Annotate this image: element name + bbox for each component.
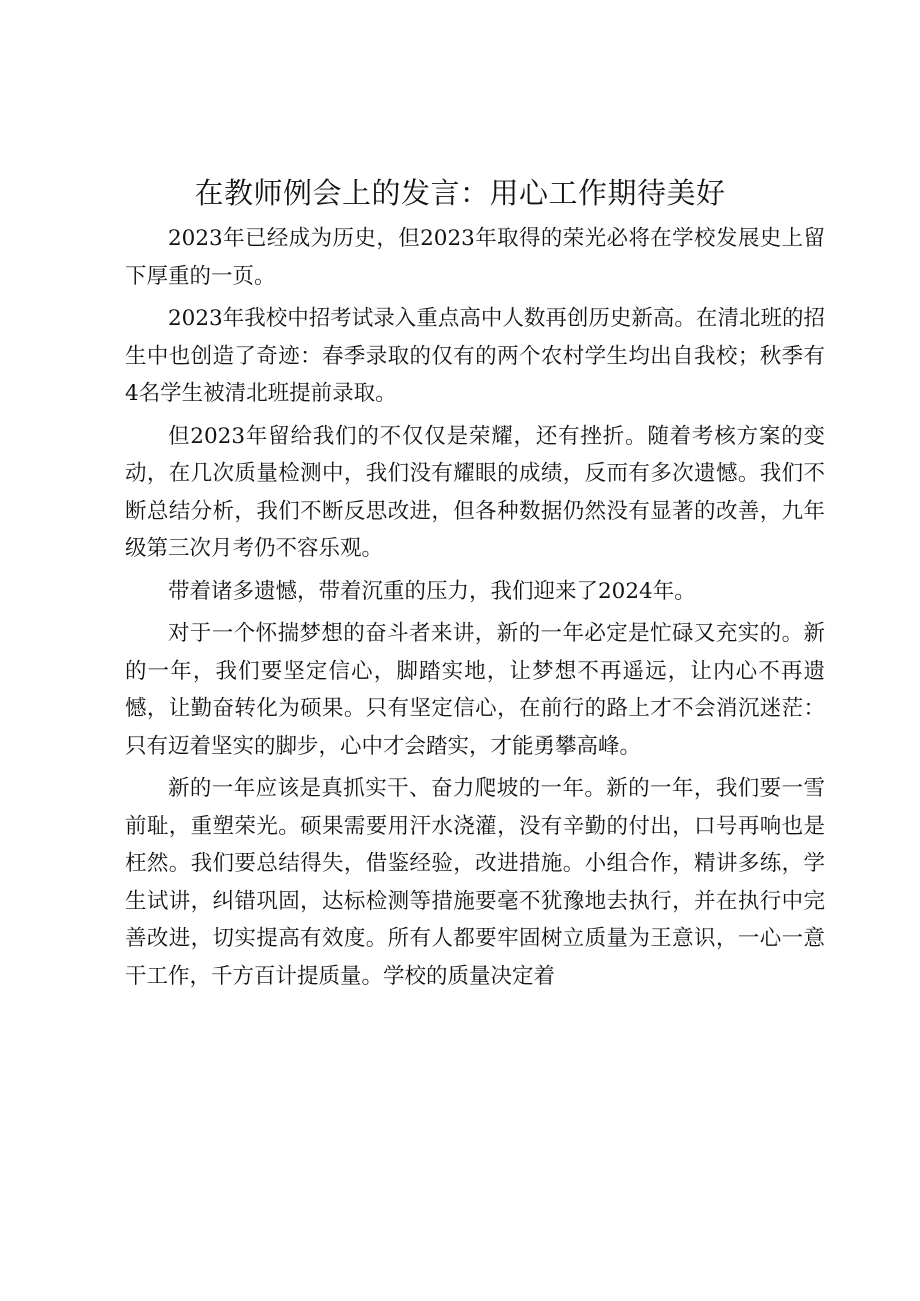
paragraph-history: 2023年已经成为历史，但2023年取得的荣光必将在学校发展史上留下厚重的一页。	[125, 226, 825, 289]
paragraph-setbacks: 但2023年留给我们的不仅仅是荣耀，还有挫折。随着考核方案的变动，在几次质量检测中，我们没有耀眼的成绩，反而有多次遗憾。我们不断总结分析，我们不断反思改进，但各种数据仍然没有显著的改善，九年级第三次月考仍不容乐观。	[125, 423, 825, 561]
paragraph-achievements: 2023年我校中招考试录入重点高中人数再创历史新高。在清北班的招生中也创造了奇迹：春季录取的仅有的两个农村学生均出自我校；秋季有4名学生被清北班提前录取。	[125, 306, 825, 406]
document-title: 在教师例会上的发言：用心工作期待美好	[194, 176, 726, 210]
paragraph-new-year: 带着诸多遗憾，带着沉重的压力，我们迎来了2024年。	[168, 578, 696, 604]
paragraph-hard-work: 新的一年应该是真抓实干、奋力爬坡的一年。新的一年，我们要一雪前耻，重塑荣光。硕果需要用汗水浇灌，没有辛勤的付出，口号再响也是枉然。我们要总结得失，借鉴经验，改进措施。小组合作，精讲多练，学生试讲，纠错巩固，达标检测等措施要毫不犹豫地去执行，并在执行中完善改进，切实提高有效度。所有人都要牢固树立质量为王意识，一心一意干工作，千方百计提质量。学校的质量决定着	[125, 776, 825, 989]
paragraph-confidence: 对于一个怀揣梦想的奋斗者来讲，新的一年必定是忙碌又充实的。新的一年，我们要坚定信心，脚踏实地，让梦想不再遥远，让内心不再遗憾，让勤奋转化为硕果。只有坚定信心，在前行的路上才不会消沉迷茫：只有迈着坚实的脚步，心中才会踏实，才能勇攀高峰。	[125, 621, 825, 759]
document-body	[125, 220, 825, 1000]
